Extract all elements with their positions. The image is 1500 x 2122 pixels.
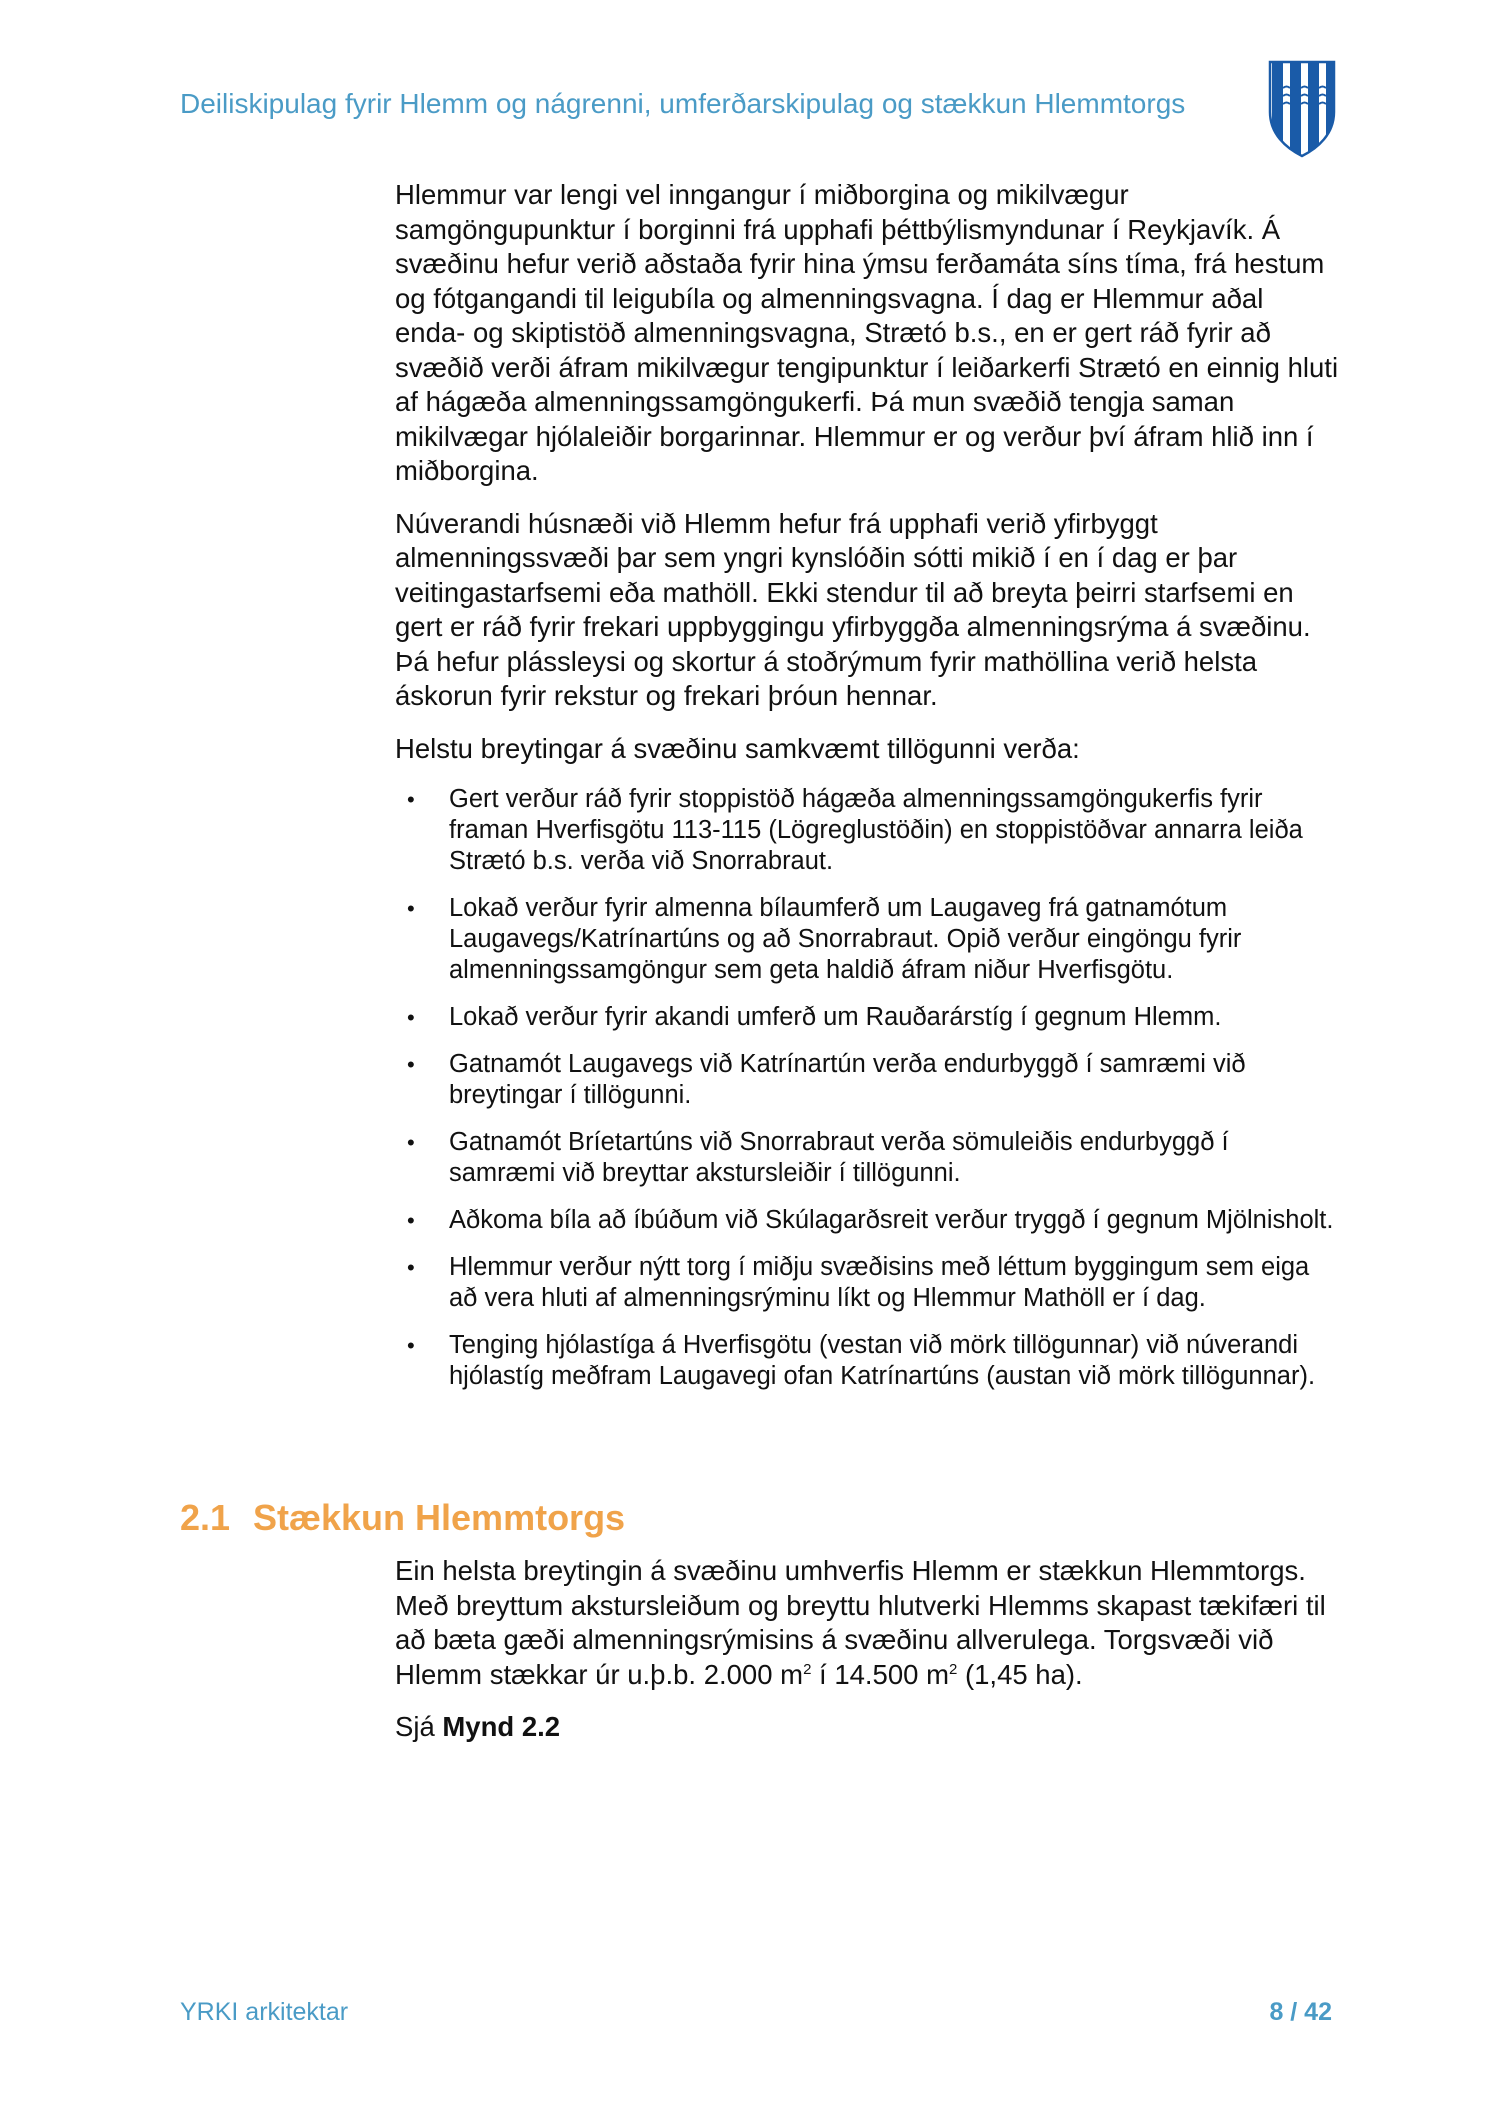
paragraph-intro: Hlemmur var lengi vel inngangur í miðborgina og mikilvægur samgöngupunktur í borginni frá upphafi þéttbýlismyndunar í Reykjavík. Á svæðinu hefur verið aðstaða fyrir hina ýmsu ferðamáta síns tíma, frá hestum og fótgangandi til leigubíla og almenningsvagna. Í dag er Hlemmur aðal enda- og skiptistöð almenningsvagna, Strætó b.s., en er gert ráð fyrir að svæðið verði áfram mikilvægur tengipunktur í leiðarkerfi Strætó en einnig hluti af hágæða almenningssamgöngukerfi. Þá mun svæðið tengja saman mikilvægar hjólaleiðir borgarinnar. Hlemmur er og verður því áfram hlið inn í miðborgina.	[395, 179, 1339, 486]
list-item-text: Lokað verður fyrir almenna bílaumferð um Laugaveg frá gatnamótum Laugavegs/Katrínartúns og að Snorrabraut. Opið verður eingöngu fyrir almenningssamgöngur sem geta haldið áfram niður Hverfisgötu.	[449, 894, 1242, 984]
list-item	[395, 1252, 1340, 1314]
superscript: 2	[949, 1660, 958, 1678]
list-item-text: Gatnamót Laugavegs við Katrínartún verða endurbyggð í samræmi við breytingar í tillögunni.	[449, 1050, 1246, 1109]
section-paragraph	[395, 1554, 1340, 1692]
list-item-text: Hlemmur verður nýtt torg í miðju svæðisins með léttum byggingum sem eiga að vera hluti af almenningsrýminu líkt og Hlemmur Mathöll er í dag.	[449, 1253, 1310, 1312]
list-item	[395, 893, 1340, 986]
section-paragraph-text: Ein helsta breytingin á svæðinu umhverfis Hlemm er stækkun Hlemmtorgs. Með breyttum akstursleiðum og breyttu hlutverki Hlemms skapast tækifæri til að bæta gæði almenningsrýmisins á svæðinu allverulega. Torgsvæði við Hlemm stækkar úr u.þ.b. 2.000 m	[395, 1555, 1326, 1690]
bullet-marker: •	[407, 1052, 415, 1077]
figure-reference-label: Mynd 2.2	[442, 1711, 561, 1742]
list-item-text: Tenging hjólastíga á Hverfisgötu (vestan við mörk tillögunnar) við núverandi hjólastíg meðfram Laugavegi ofan Katrínartúns (austan við mörk tillögunnar).	[449, 1331, 1316, 1390]
bullet-marker: •	[407, 1255, 415, 1280]
section-title: Stækkun Hlemmtorgs	[253, 1497, 626, 1538]
superscript: 2	[803, 1660, 812, 1678]
list-item	[395, 1002, 1340, 1033]
reykjavik-coat-of-arms-logo	[1268, 60, 1336, 158]
bullet-marker: •	[407, 896, 415, 921]
section-paragraph-text: (1,45 ha).	[957, 1658, 1083, 1690]
paragraph-list-intro: Helstu breytingar á svæðinu samkvæmt tillögunni verða:	[395, 732, 1080, 764]
section-heading	[180, 1496, 625, 1540]
section-number: 2.1	[180, 1497, 231, 1538]
list-item-text: Gatnamót Bríetartúns við Snorrabraut verða sömuleiðis endurbyggð í samræmi við breyttar akstursleiðir í tillögunni.	[449, 1128, 1229, 1187]
bullet-marker: •	[407, 1130, 415, 1155]
list-item	[395, 1127, 1340, 1189]
bullet-marker: •	[407, 1208, 415, 1233]
section-paragraph-text: í 14.500 m	[811, 1658, 949, 1690]
changes-bullet-list	[395, 784, 1340, 1392]
list-item	[395, 1330, 1340, 1392]
footer-company: YRKI arkitektar	[180, 1998, 349, 2026]
body-text	[395, 178, 1340, 1408]
list-item-text: Aðkoma bíla að íbúðum við Skúlagarðsreit verður tryggð í gegnum Mjölnisholt.	[449, 1206, 1334, 1234]
bullet-marker: •	[407, 1005, 415, 1030]
bullet-marker: •	[407, 787, 415, 812]
list-item-text: Lokað verður fyrir akandi umferð um Rauðarárstíg í gegnum Hlemm.	[449, 1003, 1222, 1031]
footer-page-number: 8 / 42	[1269, 1998, 1332, 2026]
list-item	[395, 784, 1340, 877]
document-header-title: Deiliskipulag fyrir Hlemm og nágrenni, umferðarskipulag og stækkun Hlemmtorgs	[180, 88, 1186, 119]
list-item	[395, 1049, 1340, 1111]
list-item-text: Gert verður ráð fyrir stoppistöð hágæða almenningssamgöngukerfis fyrir framan Hverfisgötu 113-115 (Lögreglustöðin) en stoppistöðvar annarra leiða Strætó b.s. verða við Snorrabraut.	[449, 785, 1303, 875]
bullet-marker: •	[407, 1333, 415, 1358]
section-body	[395, 1554, 1340, 1763]
figure-reference-prefix: Sjá	[395, 1711, 443, 1742]
figure-reference	[395, 1710, 1340, 1745]
list-item	[395, 1205, 1340, 1236]
paragraph-building: Núverandi húsnæði við Hlemm hefur frá upphafi verið yfirbyggt almenningssvæði þar sem yngri kynslóðin sótti mikið í en í dag er þar veitingastarfsemi eða mathöll. Ekki stendur til að breyta þeirri starfsemi en gert er ráð fyrir frekari uppbyggingu yfirbyggða almenningsrýma á svæðinu. Þá hefur plássleysi og skortur á stoðrýmum fyrir mathöllina verið helsta áskorun fyrir rekstur og frekari þróun hennar.	[395, 507, 1311, 711]
